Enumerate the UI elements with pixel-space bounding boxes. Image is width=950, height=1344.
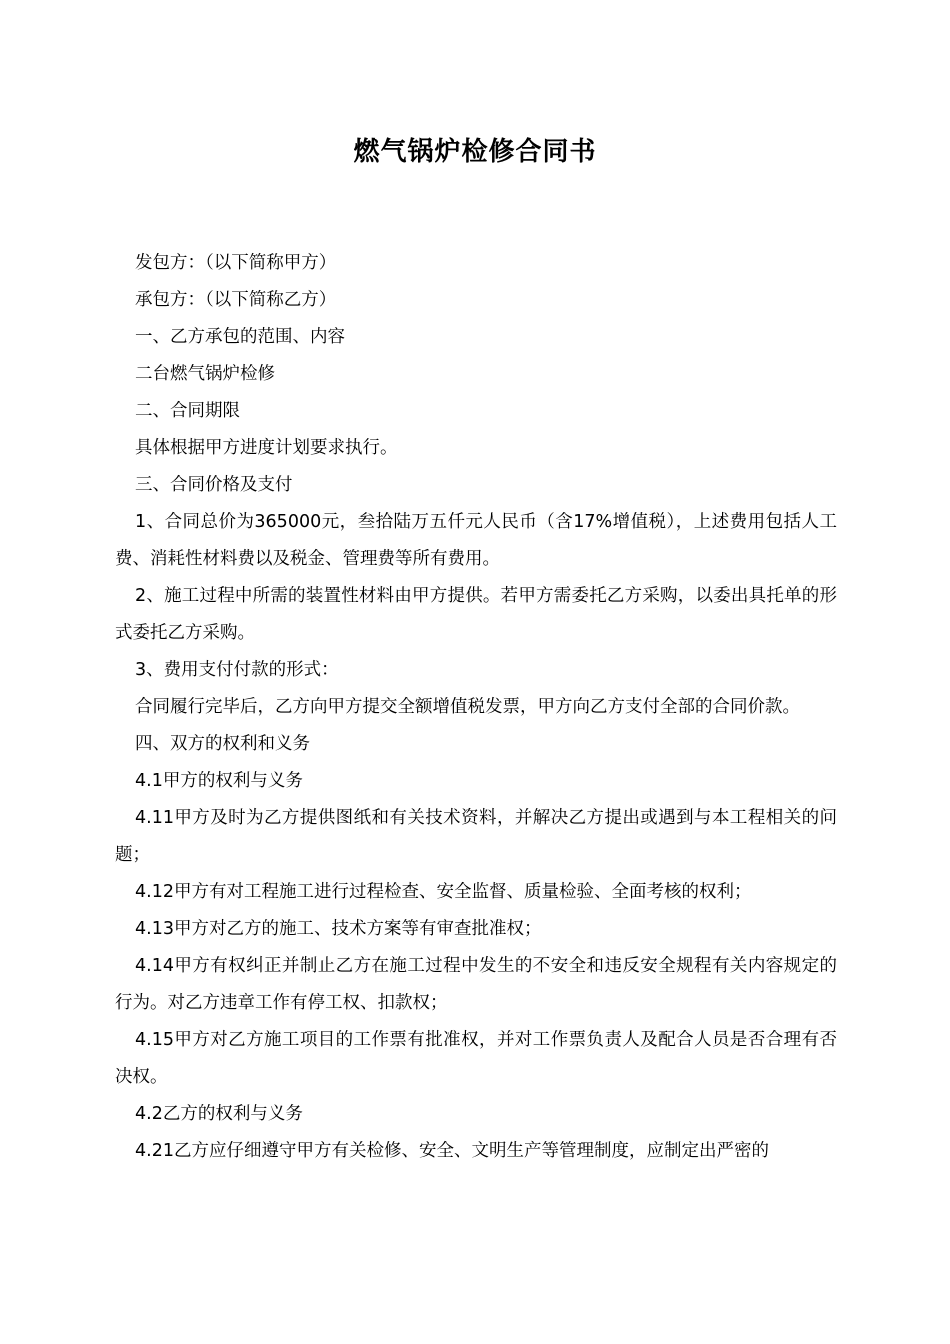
clause-4-12: 4.12甲方有对工程施工进行过程检查、安全监督、质量检验、全面考核的权利； — [135, 882, 752, 902]
paragraph-scope-content: 二台燃气锅炉检修 — [135, 364, 275, 384]
paragraph-payment-form: 3、费用支付付款的形式： — [135, 660, 339, 680]
section-heading-term: 二、合同期限 — [135, 401, 240, 421]
section-heading-scope: 一、乙方承包的范围、内容 — [135, 327, 345, 347]
section-heading-rights: 四、双方的权利和义务 — [135, 734, 310, 754]
clause-4-13: 4.13甲方对乙方的施工、技术方案等有审查批准权； — [135, 919, 542, 939]
paragraph-price-total: 1、合同总价为365000元，叁拾陆万五仟元人民币（含17%增值税），上述费用包括人工费、消耗性材料费以及税金、管理费等所有费用。 — [115, 512, 837, 569]
paragraph-payment-detail: 合同履行完毕后，乙方向甲方提交全额增值税发票，甲方向乙方支付全部的合同价款。 — [135, 697, 800, 717]
paragraph-materials: 2、施工过程中所需的装置性材料由甲方提供。若甲方需委托乙方采购，以委出具托单的形式委托乙方采购。 — [115, 586, 837, 643]
paragraph-contractor-party-b: 承包方：（以下简称乙方） — [135, 290, 337, 310]
clause-4-11: 4.11甲方及时为乙方提供图纸和有关技术资料，并解决乙方提出或遇到与本工程相关的问题； — [115, 808, 837, 865]
paragraph-term-content: 具体根据甲方进度计划要求执行。 — [135, 438, 398, 458]
subsection-heading-party-a: 4.1甲方的权利与义务 — [135, 771, 303, 791]
clause-4-15: 4.15甲方对乙方施工项目的工作票有批准权，并对工作票负责人及配合人员是否合理有否决权。 — [115, 1030, 837, 1087]
paragraph-contractor-party-a: 发包方：（以下简称甲方） — [135, 253, 337, 273]
section-heading-price: 三、合同价格及支付 — [135, 475, 293, 495]
subsection-heading-party-b: 4.2乙方的权利与义务 — [135, 1104, 303, 1124]
document-body — [115, 245, 837, 1170]
clause-4-14: 4.14甲方有权纠正并制止乙方在施工过程中发生的不安全和违反安全规程有关内容规定的行为。对乙方违章工作有停工权、扣款权； — [115, 956, 837, 1013]
clause-4-21: 4.21乙方应仔细遵守甲方有关检修、安全、文明生产等管理制度，应制定出严密的 — [135, 1141, 769, 1161]
document-title: 燃气锅炉检修合同书 — [353, 137, 597, 167]
